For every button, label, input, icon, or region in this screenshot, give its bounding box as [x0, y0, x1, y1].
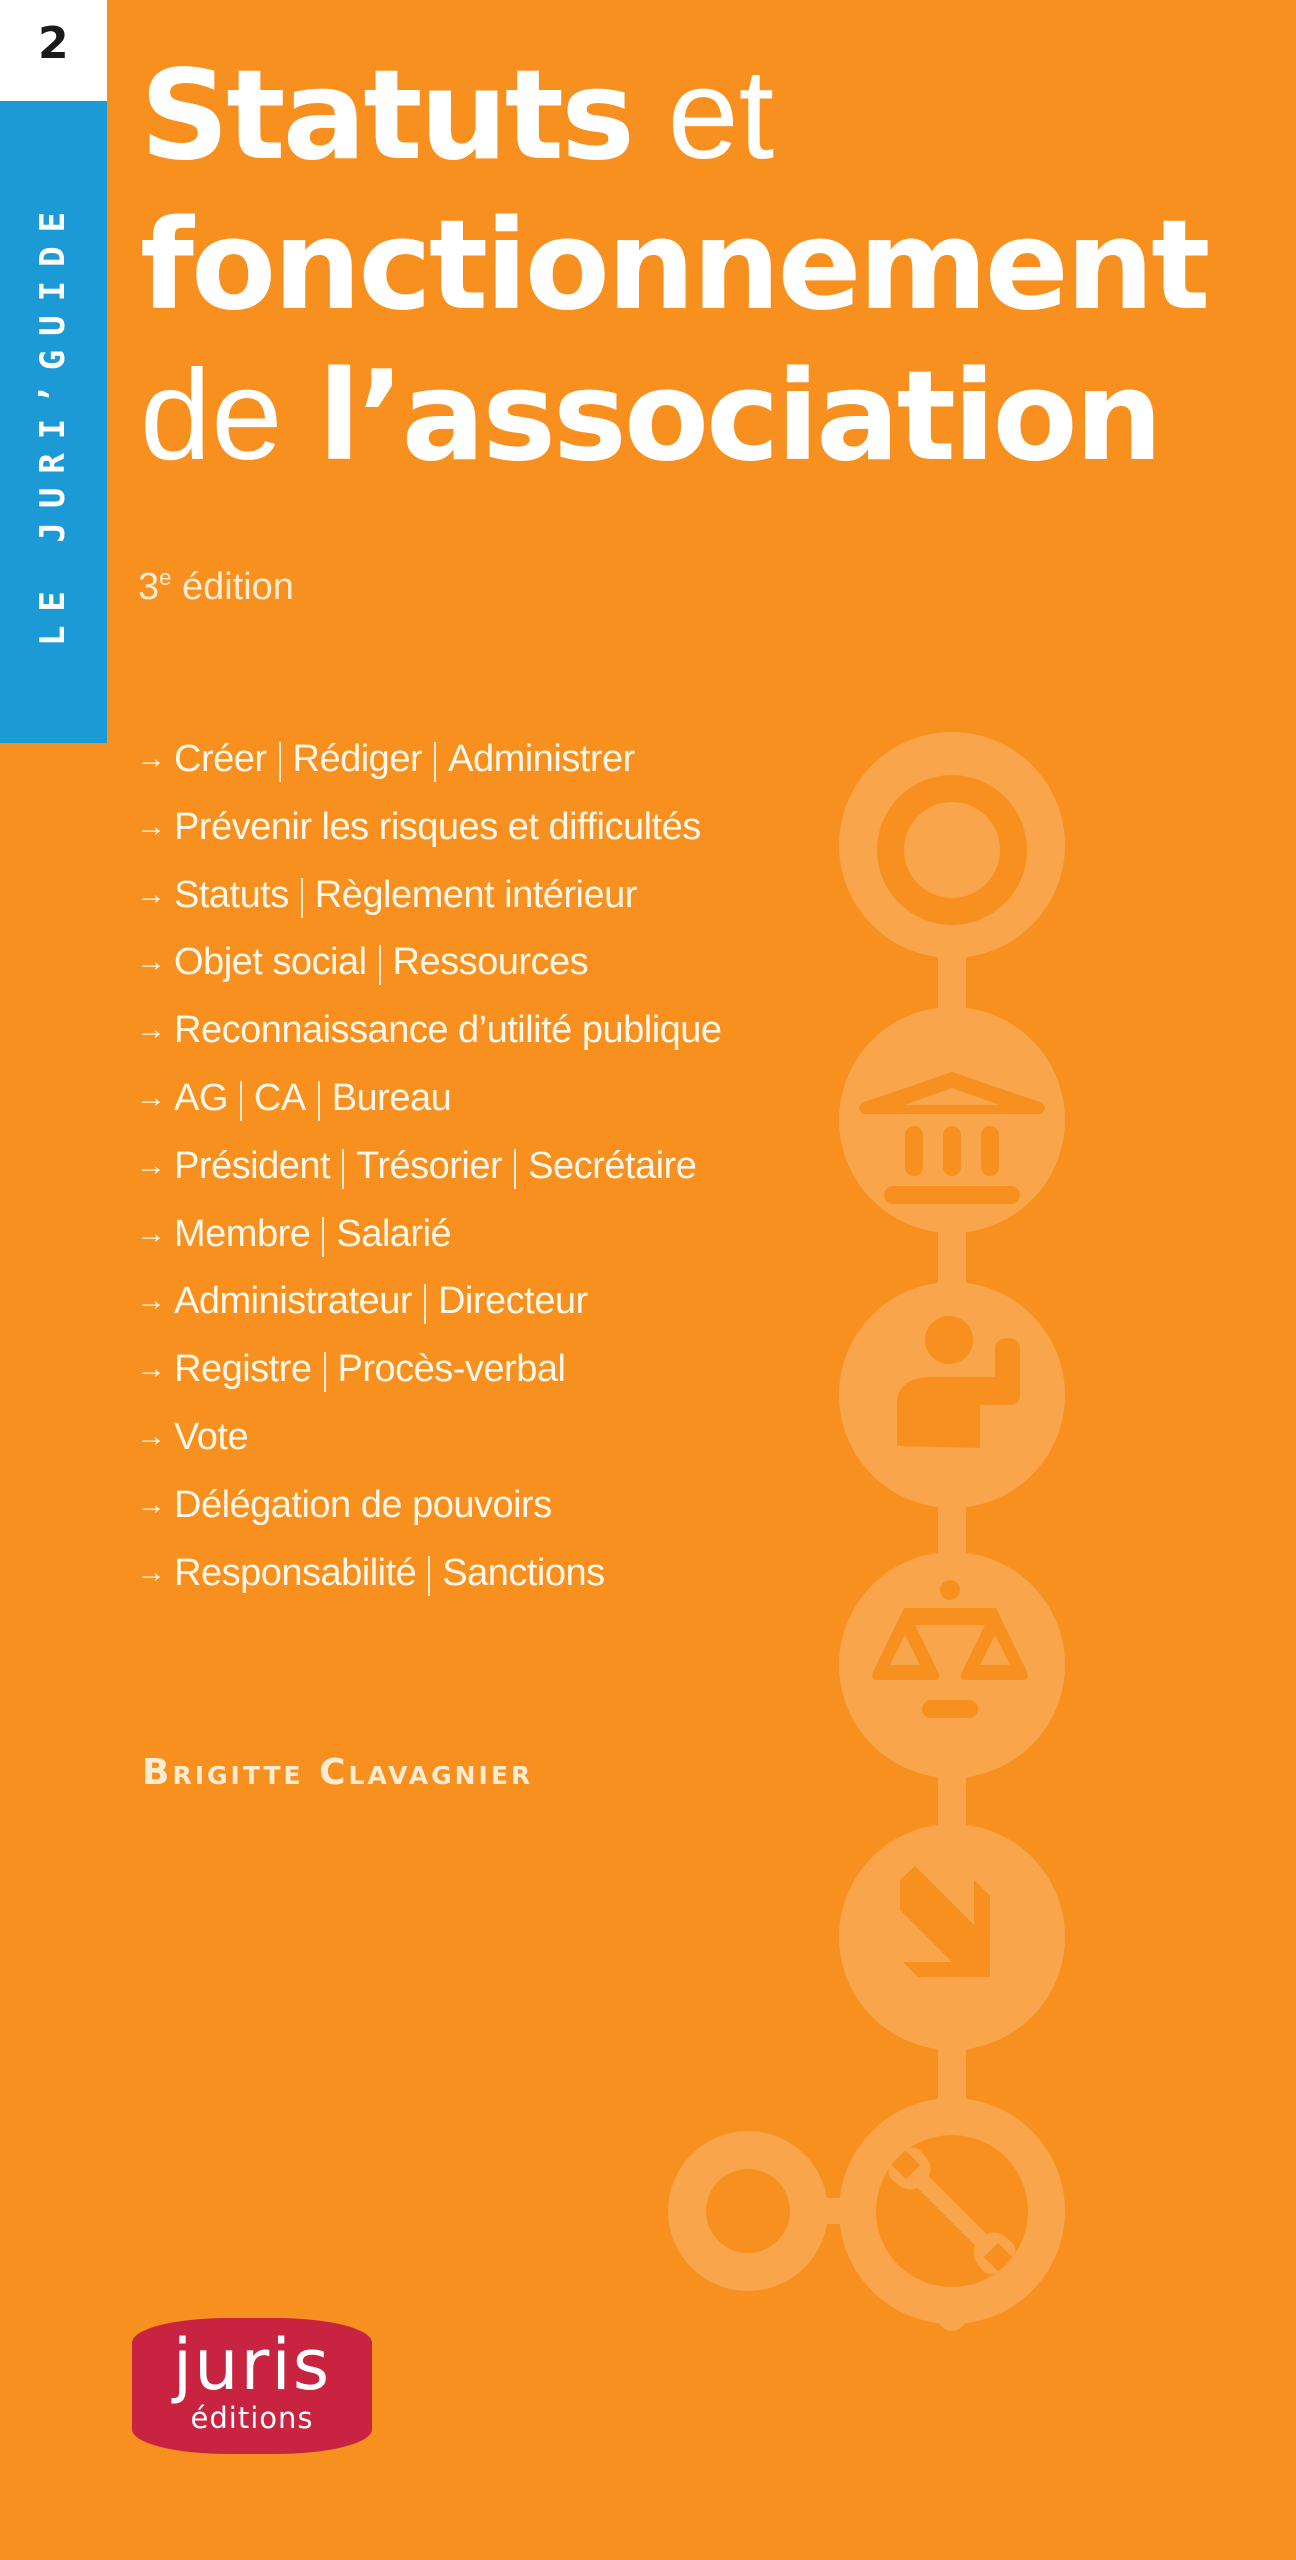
arrow-right-icon: → [136, 1352, 166, 1386]
topic-term: Président [174, 1144, 331, 1187]
topic-term: Reconnaissance d’utilité publique [174, 1009, 722, 1052]
topic-term: Bureau [331, 1076, 452, 1119]
volume-number-box [0, 0, 107, 101]
topic-term: Prévenir les risques et difficultés [174, 805, 701, 848]
separator-bar [279, 742, 281, 782]
topic-term: Objet social [174, 941, 367, 984]
edition-label [138, 565, 294, 609]
wrench-icon [876, 2135, 1028, 2287]
topic-term: Règlement intérieur [314, 873, 637, 916]
publisher-subtitle: éditions [190, 2401, 314, 2435]
publisher-name: juris [172, 2324, 332, 2406]
title-word-de: de [140, 344, 318, 487]
title-word-et: et [631, 43, 775, 186]
arrow-right-icon: → [136, 1555, 166, 1589]
series-name: LE JURI’GUIDE [33, 197, 73, 647]
separator-bar [379, 945, 381, 985]
arrow-right-icon: → [136, 877, 166, 911]
separator-bar [342, 1149, 344, 1189]
separator-bar [324, 1352, 326, 1392]
title-line-2 [140, 191, 1207, 341]
topic-term: CA [253, 1076, 306, 1119]
topic-term: Procès-verbal [337, 1348, 566, 1391]
arrow-right-icon: → [136, 809, 166, 843]
topic-item [136, 1482, 722, 1550]
arrow-down-right-icon [900, 1866, 990, 1977]
edition-text: édition [171, 566, 294, 608]
topic-item [136, 1278, 722, 1346]
separator-bar [301, 878, 303, 918]
volume-number: 2 [38, 18, 69, 69]
arrow-right-icon: → [136, 1148, 166, 1182]
topic-item [136, 1346, 722, 1414]
topic-term: Secrétaire [528, 1144, 697, 1187]
title-line-3 [140, 341, 1207, 492]
arrow-right-icon: → [136, 742, 166, 775]
topic-term: Trésorier [356, 1144, 503, 1187]
topic-term: Ressources [392, 941, 589, 984]
title-word-association: l’association [317, 345, 1160, 489]
arrow-right-icon: → [136, 945, 166, 979]
topic-item [136, 736, 722, 804]
topics-list [136, 736, 722, 1617]
separator-bar [424, 1284, 426, 1324]
scales-of-justice-icon [872, 1580, 1028, 1718]
ring-icon [877, 775, 1027, 925]
publisher-logo [132, 2318, 372, 2454]
institution-icon [859, 1072, 1045, 1204]
title-word-fonctionnement: fonctionnement [140, 194, 1208, 338]
separator-bar [428, 1556, 430, 1596]
topic-term: Rédiger [292, 738, 423, 780]
arrow-right-icon: → [136, 1284, 166, 1318]
topic-term: Statuts [174, 873, 289, 916]
arrow-right-icon: → [136, 1080, 166, 1114]
topic-term: Sanctions [442, 1551, 605, 1594]
topic-item [136, 804, 722, 872]
author-name: Brigitte Clavagnier [142, 1752, 534, 1793]
edition-suffix: e [159, 565, 172, 590]
topic-item [136, 1550, 722, 1618]
topic-term: Registre [174, 1348, 312, 1391]
book-title [140, 40, 1207, 492]
topic-item [136, 1075, 722, 1143]
chain-connector [938, 845, 966, 2211]
topic-item [136, 872, 722, 940]
topic-term: Créer [174, 738, 267, 780]
topic-term: Directeur [437, 1280, 588, 1323]
arrow-right-icon: → [136, 1216, 166, 1250]
title-line-1 [140, 40, 1207, 191]
topic-term: Membre [174, 1212, 311, 1255]
topic-term: Administrateur [174, 1280, 412, 1323]
edition-number: 3 [138, 566, 160, 608]
separator-bar [434, 742, 436, 782]
series-bar [0, 101, 107, 743]
person-raising-hand-icon [897, 1316, 1020, 1448]
topic-term: Salarié [336, 1212, 452, 1255]
topic-term: Responsabilité [174, 1551, 417, 1594]
topic-item [136, 1007, 722, 1075]
separator-bar [514, 1149, 516, 1189]
separator-bar [318, 1081, 320, 1121]
arrow-right-icon: → [136, 1487, 166, 1521]
topic-item [136, 1414, 722, 1482]
topic-item [136, 1211, 722, 1279]
arrow-right-icon: → [136, 1013, 166, 1047]
separator-bar [240, 1081, 242, 1121]
arrow-right-icon: → [136, 1419, 166, 1453]
title-word-statuts: Statuts [140, 44, 632, 188]
topic-item [136, 1143, 722, 1211]
topic-term: Administrer [448, 738, 635, 780]
topic-term: Vote [174, 1415, 249, 1458]
separator-bar [322, 1217, 324, 1257]
topic-term: AG [174, 1076, 228, 1119]
topic-term: Délégation de pouvoirs [174, 1483, 552, 1526]
topic-item [136, 939, 722, 1007]
